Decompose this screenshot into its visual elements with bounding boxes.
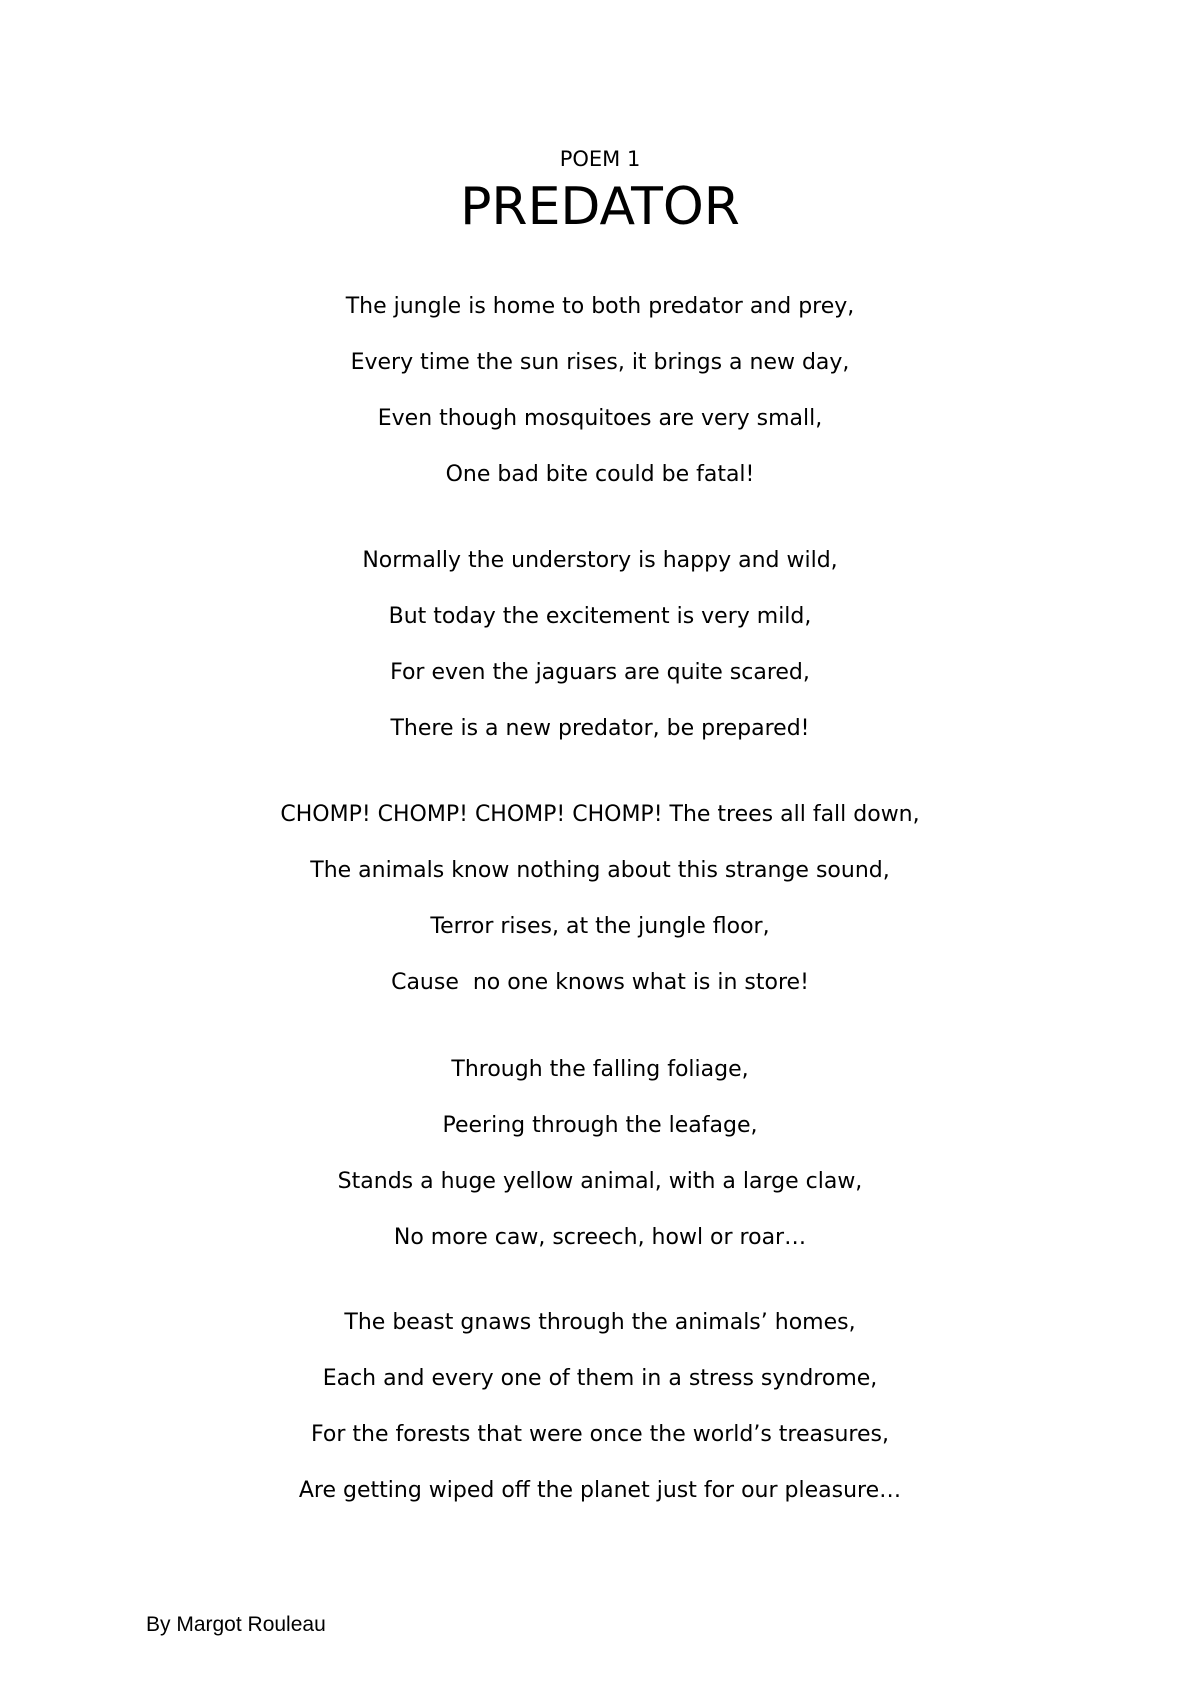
poem-line: Every time the sun rises, it brings a new day, <box>350 350 850 375</box>
stanza-3 <box>0 802 1200 996</box>
poem-body <box>0 294 1200 1534</box>
poem-line: CHOMP! CHOMP! CHOMP! CHOMP! The trees all fall down, <box>280 802 920 827</box>
poem-line: For the forests that were once the world’s treasures, <box>311 1422 889 1447</box>
poem-title: PREDATOR <box>460 177 740 237</box>
poem-line: Through the falling foliage, <box>451 1057 749 1082</box>
poem-line: Stands a huge yellow animal, with a large claw, <box>337 1169 863 1194</box>
poem-line: Are getting wiped off the planet just for our pleasure… <box>298 1478 902 1503</box>
stanza-5 <box>0 1310 1200 1504</box>
poem-line: But today the excitement is very mild, <box>388 604 812 629</box>
poem-line: Each and every one of them in a stress syndrome, <box>322 1366 878 1391</box>
stanza-4 <box>0 1057 1200 1251</box>
stanza-2 <box>0 548 1200 742</box>
poem-line: Even though mosquitoes are very small, <box>377 406 823 431</box>
poem-line: Peering through the leafage, <box>442 1113 758 1138</box>
poem-line: For even the jaguars are quite scared, <box>390 660 810 685</box>
poem-line: Normally the understory is happy and wild, <box>362 548 838 573</box>
poem-line: The animals know nothing about this strange sound, <box>310 858 890 883</box>
poem-line: One bad bite could be fatal! <box>445 462 755 487</box>
author-credit: By Margot Rouleau <box>146 1613 326 1636</box>
poem-line: Cause no one knows what is in store! <box>391 970 809 995</box>
poem-line: The beast gnaws through the animals’ homes, <box>344 1310 856 1335</box>
poem-line: No more caw, screech, howl or roar… <box>393 1225 807 1250</box>
poem-number: POEM 1 <box>559 147 641 171</box>
poem-line: There is a new predator, be prepared! <box>390 716 810 741</box>
poem-line: Terror rises, at the jungle floor, <box>430 914 770 939</box>
poem-line: The jungle is home to both predator and prey, <box>345 294 855 319</box>
stanza-1 <box>0 294 1200 488</box>
